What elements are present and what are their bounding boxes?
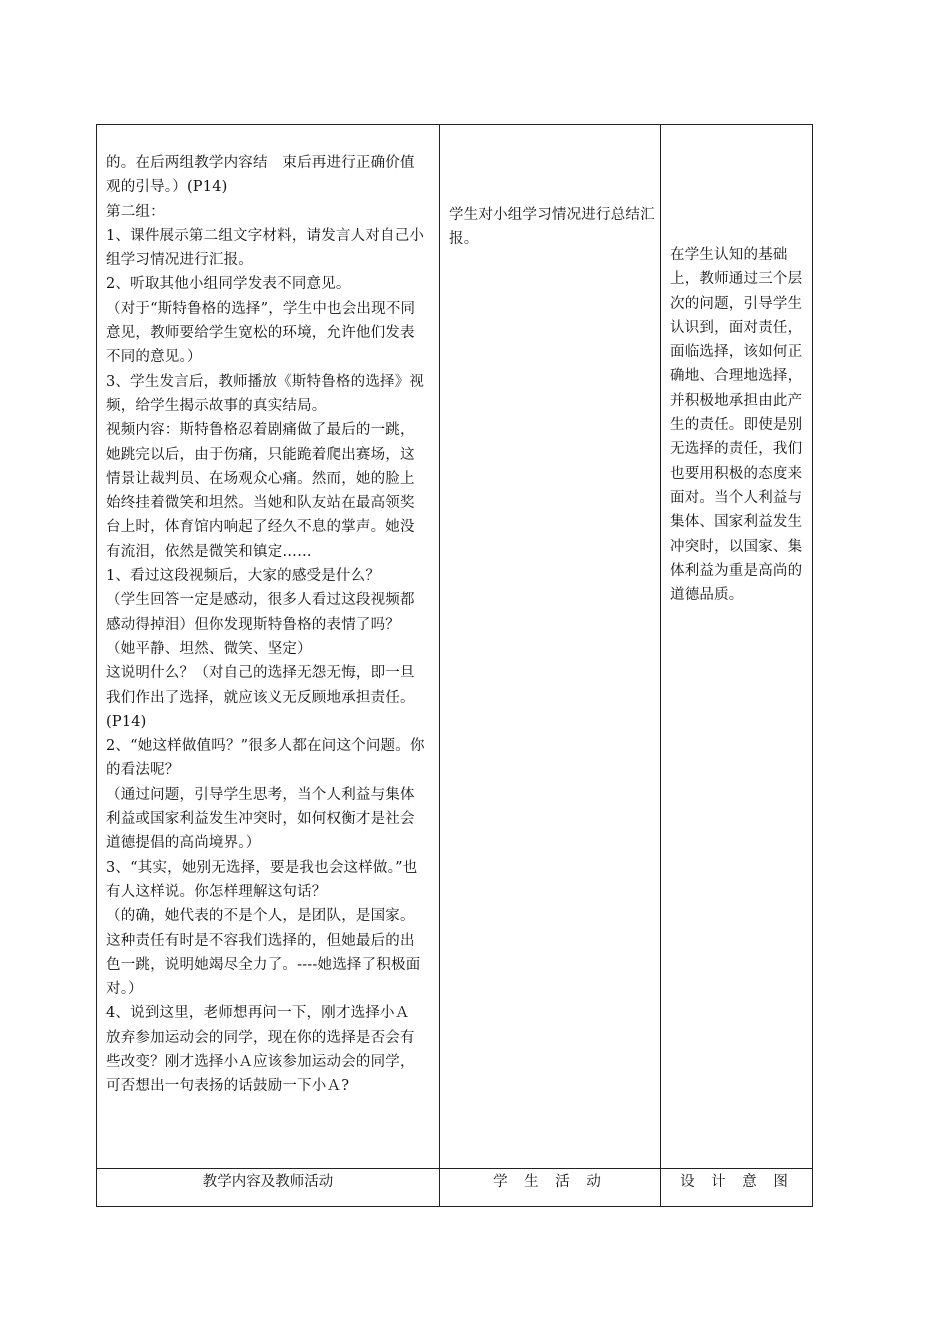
- paragraph: 1、看过这段视频后，大家的感受是什么？: [106, 568, 381, 585]
- paragraph: 在学生认知的基础上，教师通过三个层次的问题，引导学生认识到，面对责任，面临选择，该如何正确地、合理地选择，并积极地承担由此产生的责任。即使是别无选择的责任，我们也要用积极的态度来面对。当个人利益与集体、国家利益发生冲突时，以国家、集体利益为重是高尚的道德品质。: [670, 247, 803, 604]
- paragraph: （学生回答一定是感动，很多人看过这段视频都感动得掉泪）但你发现斯特鲁格的表情了吗？（她平静、坦然、微笑、坚定）: [106, 592, 415, 657]
- column-divider: [660, 125, 661, 1206]
- paragraph: 3、学生发言后，教师播放《斯特鲁格的选择》视频，给学生揭示故事的真实结局。: [106, 373, 425, 414]
- design-intent-cell: [670, 243, 808, 607]
- paragraph: 3、“其实，她别无选择，要是我也会这样做。”也有人这样说。你怎样理解这句话？: [106, 859, 418, 900]
- paragraph: （对于“斯特鲁格的选择”，学生中也会出现不同意见，教师要给学生宽松的环境，允许他们发表不同的意见。）: [106, 300, 416, 366]
- paragraph: 这说明什么？（对自己的选择无怨无悔，即一旦我们作出了选择，就应该义无反顾地承担责任。(P14): [106, 665, 415, 730]
- paragraph: 1、课件展示第二组文字材料，请发言人对自己小组学习情况进行汇报。: [106, 227, 425, 269]
- lesson-plan-table: [96, 124, 813, 1207]
- paragraph: 视频内容：斯特鲁格忍着剧痛做了最后的一跳，她跳完以后，由于伤痛，只能跪着爬出赛场，这情景让裁判员、在场观众心痛。然而，她的脸上始终挂着微笑和坦然。当她和队友站在最高领奖台上时，体育馆内响起了经久不息的掌声。她没有流泪，依然是微笑和镇定……: [106, 422, 415, 560]
- paragraph: 第二组：: [106, 203, 165, 220]
- column-divider: [439, 125, 440, 1206]
- paragraph: 学生对小组学习情况进行总结汇报。: [449, 207, 655, 248]
- paragraph: 2、“她这样做值吗？”很多人都在问这个问题。你的看法呢？: [106, 738, 425, 779]
- paragraph: （通过问题，引导学生思考，当个人利益与集体利益或国家利益发生冲突时，如何权衡才是社会道德提倡的高尚境界。）: [106, 786, 415, 852]
- student-activity-cell: [449, 203, 655, 252]
- header-row-divider: [97, 1168, 812, 1169]
- header-design-intent: 设 计 意 图: [680, 1174, 794, 1190]
- teacher-activity-cell: [106, 151, 428, 1099]
- header-student-activity: 学 生 活 动: [493, 1174, 607, 1190]
- paragraph: 的。在后两组教学内容结 束后再进行正确价值观的引导。）(P14): [106, 155, 415, 196]
- paragraph: （的确，她代表的不是个人，是团队，是国家。这种责任有时是不容我们选择的，但她最后的出色一跳，说明她竭尽全力了。----她选择了积极面对。）: [106, 908, 421, 998]
- paragraph: 2、听取其他小组同学发表不同意见。: [106, 276, 351, 293]
- paragraph: 4、说到这里，老师想再问一下，刚才选择小Ａ 放弃参加运动会的同学，现在你的选择是否会有些改变？刚才选择小Ａ应该参加运动会的同学，可否想出一句表扬的话鼓励一下小Ａ?: [106, 1005, 415, 1095]
- header-teacher-activity: 教学内容及教师活动: [202, 1174, 334, 1190]
